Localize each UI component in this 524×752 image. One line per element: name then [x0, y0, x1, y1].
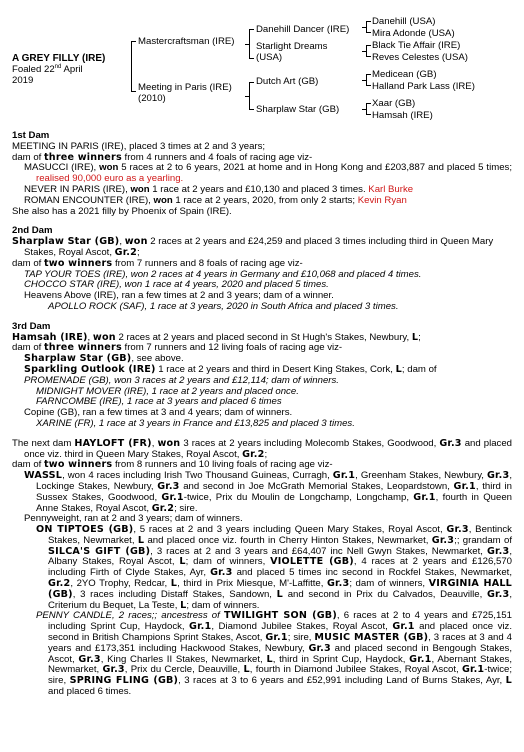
- produce-copine: Copine (GB), ran a few times at 3 and 4 years; dam of winners.: [24, 407, 293, 419]
- dam-year: (2010): [138, 93, 166, 104]
- second-dam-line: Sharplaw Star (GB), won 2 races at 2 years and £24,259 and placed 3 times including third in Queen Mary Stakes, Royal Ascot, Gr.2;: [12, 236, 494, 258]
- produce-promenade: PROMENADE (GB), won 3 races at 2 years and £12,114; dam of winners.: [24, 374, 339, 386]
- sire-dam-line2: (USA): [256, 52, 283, 63]
- next-dam-produce: dam of two winners from 8 runners and 10 living foals of racing age viz-: [12, 459, 333, 471]
- next-dam-line: The next dam HAYLOFT (FR), won 3 races at 2 years including Molecomb Stakes, Goodwood, Gr.3 and placed once viz. third in Queen Mary Stakes, Royal Ascot, Gr.2;: [12, 437, 513, 460]
- produce-chocco-star: CHOCCO STAR (IRE), won 1 race at 4 years, 2020 and placed 5 times.: [24, 279, 329, 291]
- produce-midnight-mover: MIDNIGHT MOVER (IRE), 1 race at 2 years and placed once.: [36, 385, 299, 397]
- first-dam-produce: dam of three winners from 4 runners and 4 foals of racing age viz-: [12, 151, 313, 163]
- dam-brace: [249, 82, 250, 110]
- produce-on-tiptoes: ON TIPTOES (GB), 5 races at 2 and 3 years including Queen Mary Stakes, Royal Ascot, Gr.3, Bentinck Stakes, Newmarket, L and placed once viz. fourth in Cherry Hinton Stakes, Newmarket, Gr.3;; grandam of SILCA'S GIFT (GB), 3 races at 2 and 3 years and £64,407 inc Nell Gwyn Stakes, Newmarket, Gr.3, Albany Stakes, Royal Ascot, L; dam of winners, VIOLETTE (GB), 4 races at 2 years and £126,570 including Firth of Clyde Stakes, Ayr, Gr.3 and placed 5 times inc second in Rockfel Stakes, Newmarket, Gr.2, 2YO Trophy, Redcar, L, third in Prix Miesque, M'-Laffitte, Gr.3; dam of winners, VIRGINIA HALL (GB), 3 races including Distaff Stakes, Sandown, L and second in Prix du Calvados, Deauville, Gr.3, Criterium du Bequet, La Teste, L; dam of winners.: [36, 524, 513, 611]
- produce-penny-candle: PENNY CANDLE, 2 races;; ancestress of TWILIGHT SON (GB), 6 races at 2 to 4 years and £725,151 including Sprint Cup, Haydock, Gr.1, Diamond Jubilee Stakes, Royal Ascot, Gr.1 and placed once viz. second in British Champions Sprint Stakes, Ascot, Gr.1; sire, MUSIC MASTER (GB), 3 races at 3 and 4 years and £173,351 including Hackwood Stakes, Newbury, Gr.3 and placed second in Bengough Stakes, Ascot, Gr.3, King Charles II Stakes, Newmarket, L, third in Sprint Cup, Haydock, Gr.1, Abernant Stakes, Newmarket, Gr.3, Prix du Cercle, Deauville, L, fourth in Diamond Jubilee Stakes, Royal Ascot, Gr.1-twice; sire, SPRING FLING (GB), 3 races at 3 to 6 years and £52,991 including Land of Burns Stakes, Ayr, L and placed 6 times.: [36, 610, 513, 698]
- pedigree-table: [0, 0, 524, 125]
- gen3-ssd: Mira Adonde (USA): [372, 28, 455, 39]
- foaled-date: Foaled 22nd April: [12, 63, 83, 75]
- third-dam-produce: dam of three winners from 7 runners and 12 living foals of racing age viz-: [12, 342, 343, 354]
- produce-wassl: WASSL, won 4 races including Irish Two Thousand Guineas, Curragh, Gr.1, Greenham Stakes, Newbury, Gr.3, Lockinge Stakes, Newbury, Gr.3 and second in Joe McGrath Memorial Stakes, Leopardstown, Gr.1, third in Sussex Stakes, Goodwood, Gr.1-twice, Prix du Moulin de Longchamp, Longchamp, Gr.1, fourth in Queen Anne Stakes, Royal Ascot, Gr.2; sire.: [24, 470, 513, 514]
- produce-sparkling-outlook: Sparkling Outlook (IRE) 1 race at 2 years and third in Desert King Stakes, Cork, L; dam of: [24, 363, 437, 375]
- first-dam-heading: 1st Dam: [12, 130, 50, 141]
- second-dam-produce: dam of two winners from 7 runners and 8 foals of racing age viz-: [12, 257, 303, 269]
- horse-name: A GREY FILLY (IRE): [12, 53, 106, 64]
- produce-sharplaw-star: Sharplaw Star (GB), see above.: [24, 353, 184, 365]
- first-dam-line: MEETING IN PARIS (IRE), placed 3 times at 2 and 3 years;: [12, 140, 266, 152]
- sire-brace: [249, 29, 250, 59]
- foaled-year: 2019: [12, 75, 34, 86]
- gen3-dss: Medicean (GB): [372, 69, 437, 80]
- produce-pennyweight: Pennyweight, ran at 2 and 3 years; dam of winners.: [24, 513, 243, 525]
- dam-sire: Dutch Art (GB): [256, 76, 319, 87]
- gen3-dsd: Halland Park Lass (IRE): [372, 81, 475, 92]
- gen3-sds: Black Tie Affair (IRE): [372, 40, 461, 51]
- sire-name: Mastercraftsman (IRE): [138, 36, 235, 47]
- sire-sire: Danehill Dancer (IRE): [256, 24, 350, 35]
- produce-roman-encounter: ROMAN ENCOUNTER (IRE), won 1 race at 2 years, 2020, from only 2 starts; Kevin Ryan: [24, 194, 407, 206]
- produce-never-in-paris: NEVER IN PARIS (IRE), won 1 race at 2 years and £10,130 and placed 3 times. Karl Burke: [24, 183, 414, 195]
- produce-tap-your-toes: TAP YOUR TOES (IRE), won 2 races at 4 years in Germany and £10,068 and placed 4 times.: [24, 268, 422, 280]
- produce-heavens-above: Heavens Above (IRE), ran a few times at 2 and 3 years; dam of a winner.: [24, 290, 334, 302]
- first-dam-also: She also has a 2021 filly by Phoenix of Spain (IRE).: [12, 205, 232, 217]
- gen3-ddd: Hamsah (IRE): [372, 110, 433, 121]
- third-dam-heading: 3rd Dam: [12, 320, 51, 332]
- gen1-brace: [131, 41, 132, 92]
- produce-record: [12, 131, 512, 698]
- produce-xarine: XARINE (FR), 1 race at 3 years in France and £13,825 and placed 3 times.: [36, 417, 355, 429]
- sire-dam-line1: Starlight Dreams: [256, 41, 328, 52]
- second-dam-heading: 2nd Dam: [12, 225, 53, 237]
- gen3-dds: Xaar (GB): [372, 98, 416, 109]
- third-dam-line: Hamsah (IRE), won 2 races at 2 years and placed second in St Hugh's Stakes, Newbury, L;: [12, 331, 421, 343]
- gen3-sss: Danehill (USA): [372, 16, 436, 27]
- gen3-sdd: Reves Celestes (USA): [372, 52, 468, 63]
- produce-masucci: MASUCCI (IRE), won 5 races at 2 to 6 years, 2021 at home and in Hong Kong and £203,887 and placed 5 times; realised 90,000 euro as a yearling.: [24, 162, 512, 185]
- dam-dam: Sharplaw Star (GB): [256, 104, 340, 115]
- produce-apollo-rock: APOLLO ROCK (SAF), 1 race at 3 years, 2020 in South Africa and placed 3 times.: [48, 300, 399, 312]
- produce-farncombe: FARNCOMBE (IRE), 1 race at 3 years and placed 6 times: [36, 396, 282, 408]
- dam-name: Meeting in Paris (IRE): [138, 82, 232, 93]
